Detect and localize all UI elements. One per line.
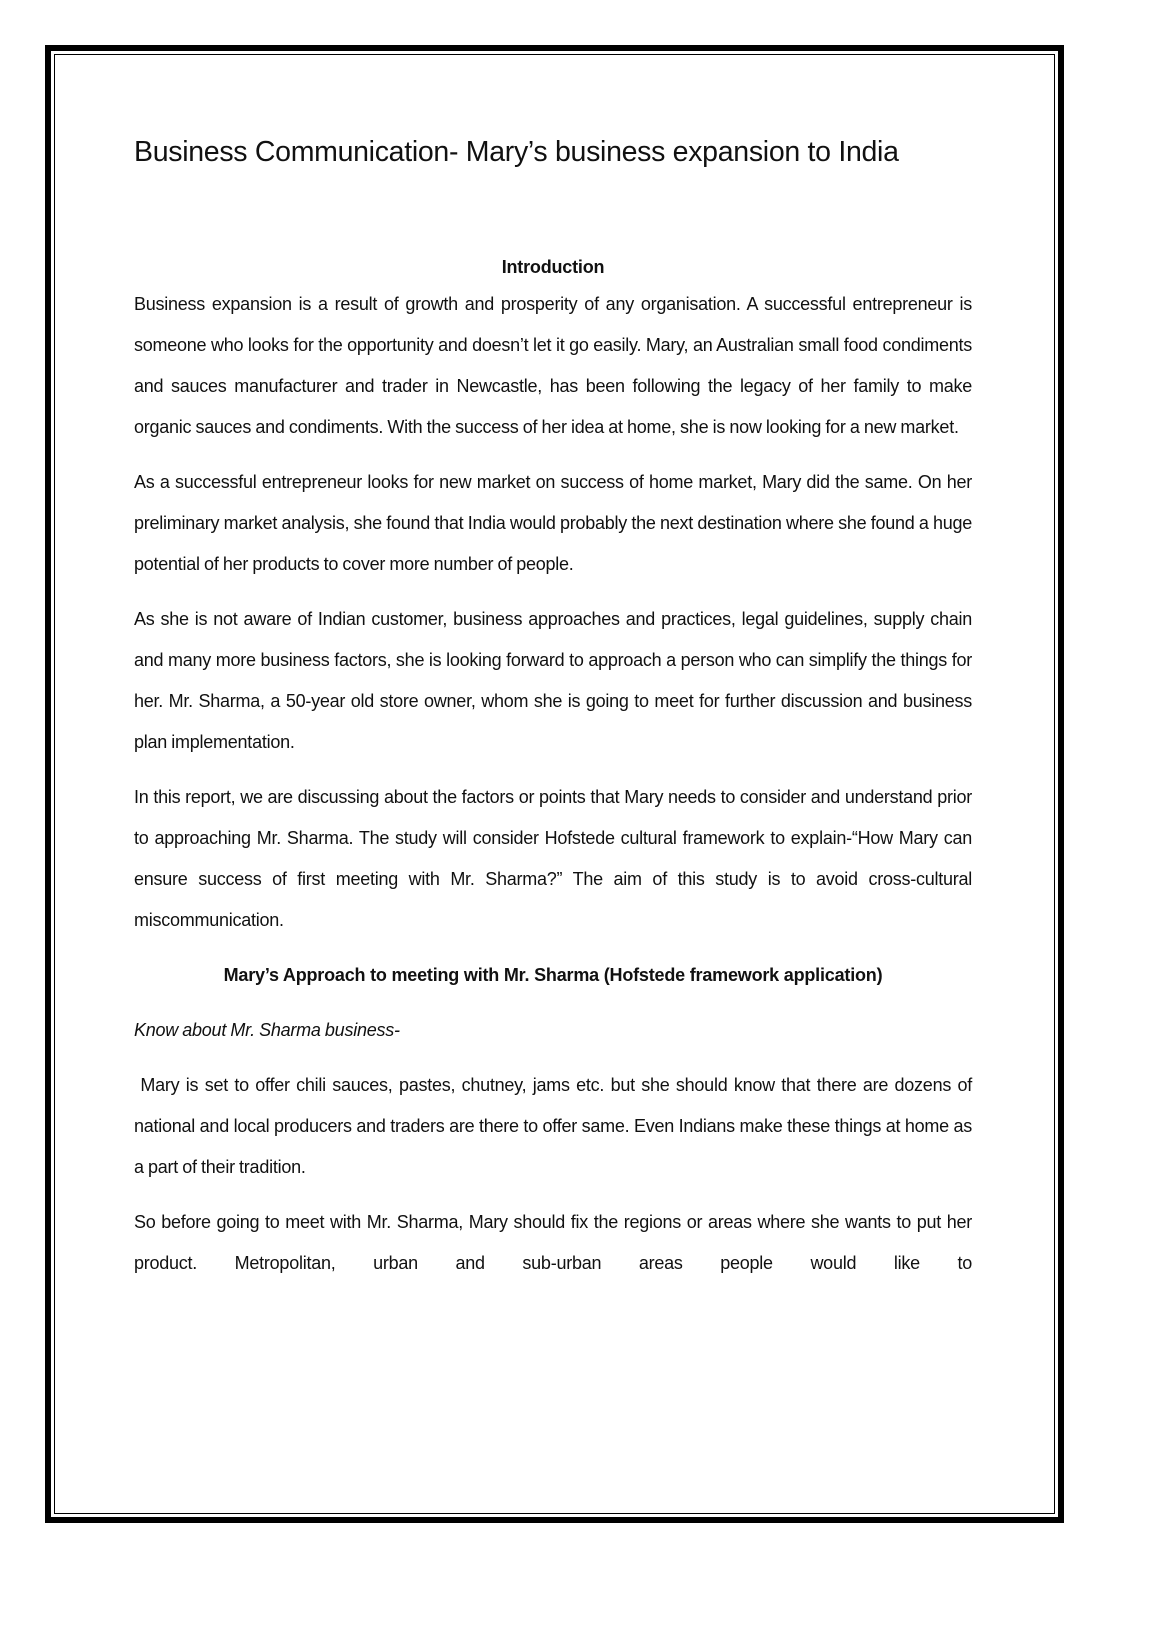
section-heading: Mary’s Approach to meeting with Mr. Sharma (Hofstede framework application) bbox=[223, 965, 883, 985]
paragraph: In this report, we are discussing about the factors or points that Mary needs to consider and understand prior to approaching Mr. Sharma. The study will consider Hofstede cultural framework to explain-“How Mary can ensure success of first meeting with Mr. Sharma?” The aim of this study is to avoid cross-cultural miscommunication. bbox=[134, 787, 972, 930]
paragraph: As she is not aware of Indian customer, business approaches and practices, legal guidelines, supply chain and many more business factors, she is looking forward to approach a person who can simplify the things for her. Mr. Sharma, a 50-year old store owner, whom she is going to meet for further discussion and business plan implementation. bbox=[134, 609, 972, 752]
paragraph: Business expansion is a result of growth and prosperity of any organisation. A successful entrepreneur is someone who looks for the opportunity and doesn’t let it go easily. Mary, an Australian small food condiments and sauces manufacturer and trader in Newcastle, has been following the legacy of her family to make organic sauces and condiments. With the success of her idea at home, she is now looking for a new market. bbox=[134, 294, 972, 437]
introduction-heading: Introduction bbox=[501, 257, 605, 277]
subheading: Know about Mr. Sharma business- bbox=[134, 1020, 400, 1040]
paragraph: Mary is set to offer chili sauces, pastes, chutney, jams etc. but she should know that there are dozens of national and local producers and traders are there to offer same. Even Indians make these things at home as a part of their tradition. bbox=[134, 1075, 977, 1177]
introduction-section bbox=[134, 254, 977, 1298]
paragraph: So before going to meet with Mr. Sharma, Mary should fix the regions or areas where she wants to put her product. Metropolitan, urban and sub-urban areas people would like to bbox=[134, 1212, 972, 1273]
document-title: Business Communication- Mary’s business expansion to India bbox=[134, 136, 899, 168]
paragraph: As a successful entrepreneur looks for new market on success of home market, Mary did the same. On her preliminary market analysis, she found that India would probably the next destination where she found a huge potential of her products to cover more number of people. bbox=[134, 472, 972, 574]
